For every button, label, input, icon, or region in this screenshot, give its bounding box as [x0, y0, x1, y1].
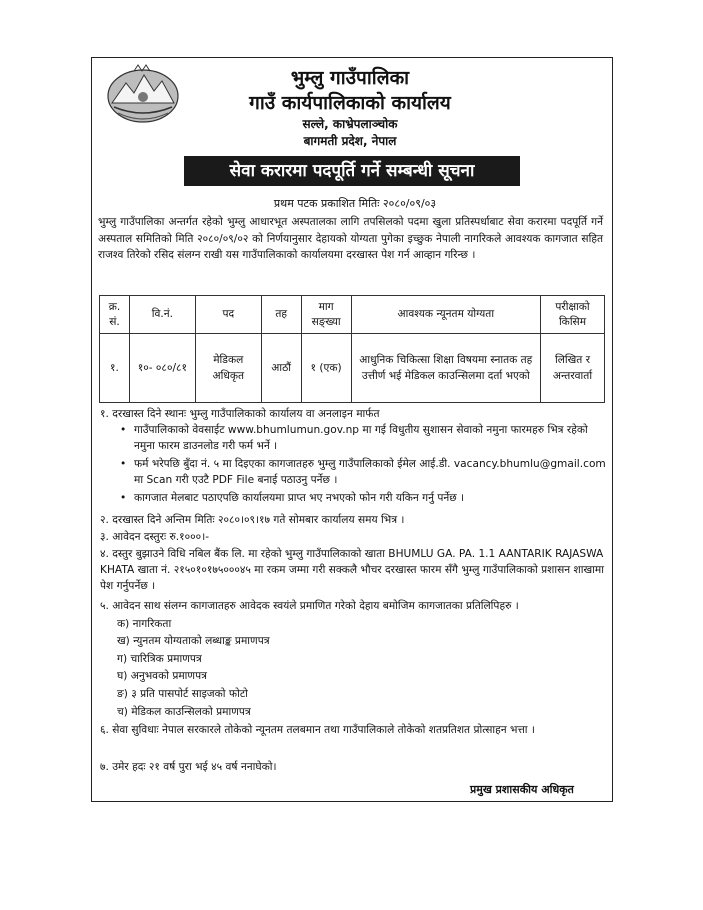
cell-exam: लिखित र अन्तरवार्ता — [541, 334, 605, 403]
intro-paragraph: भुम्लु गाउँपालिका अन्तर्गत रहेको भुम्लु आधारभूत अस्पतालका लागि तपसिलको पदमा खुला प्रतिस्पर्धाबाट सेवा करारमा पदपूर्ति गर्ने अस्पताल समितिको मिति २०८०/०९/०२ को निर्णयानुसार देहायको योग्यता पुगेका इच्छुक नेपाली नागरिकले आवश्यक कागजात सहित राजश्व तिरेको रसिद संलग्न राखी यस गाउँपालिकाको कार्यालयमा दरखास्त पेश गर्न आव्हान गरिन्छ । — [98, 216, 603, 261]
cell-level: आठौं — [261, 334, 301, 403]
document-item: क) नागरिकता — [117, 618, 172, 630]
cell-sn: १. — [100, 334, 130, 403]
vacancy-table — [99, 295, 605, 403]
col-header-post: पद — [195, 296, 261, 334]
list-item — [120, 422, 606, 454]
bullet-icon: • — [120, 458, 127, 470]
bullet-text: कागजात मेलबाट पठाएपछि कार्यालयमा प्राप्त भए नभएको फोन गरी यकिन गर्नु पर्नेछ । — [134, 492, 465, 504]
section-benefits: ६. सेवा सुविधाः नेपाल सरकारले तोकेको न्यूनतम तलबमान तथा गाउँपालिकाले तोकेको शतप्रतिशत प्रोत्साहन भत्ता । — [100, 724, 535, 736]
cell-demand: १ (एक) — [301, 334, 351, 403]
cell-post: मेडिकल अधिकृत — [195, 334, 261, 403]
table-header-row — [100, 296, 605, 334]
col-header-exam: परीक्षाको किसिम — [541, 296, 605, 334]
list-item — [120, 456, 606, 488]
col-header-level: तह — [261, 296, 301, 334]
document-item: ख) न्युनतम योग्यताको लब्धाङ्क प्रमाणपत्र — [117, 635, 270, 647]
document-item: ङ) ३ प्रति पासपोर्ट साइजको फोटो — [117, 688, 248, 700]
col-header-qualification: आवश्यक न्यूनतम योग्यता — [351, 296, 540, 334]
signatory: प्रमुख प्रशासकीय अधिकृत — [470, 783, 574, 796]
col-header-sn: क्र. सं. — [100, 296, 130, 334]
section-age-limit: ७. उमेर हदः २१ वर्ष पुरा भई ४५ वर्ष ननाघेको। — [100, 761, 277, 773]
province-name: बागमती प्रदेश, नेपाल — [303, 134, 397, 148]
document-item: च) मेडिकल काउन्सिलको प्रमाणपत्र — [117, 706, 251, 718]
col-header-ad-no: वि.नं. — [129, 296, 195, 334]
nepal-emblem-icon — [104, 63, 182, 125]
col-header-demand: माग सङ्ख्या — [301, 296, 351, 334]
list-item — [120, 490, 606, 506]
cell-ad-no: १०- ०८०/८१ — [129, 334, 195, 403]
section-deadline: २. दरखास्त दिने अन्तिम मितिः २०८०।०९।१७ गते सोमबार कार्यालय समय भित्र । — [100, 514, 405, 526]
document-item: ग) चारित्रिक प्रमाणपत्र — [117, 653, 202, 665]
section-documents: ५. आवेदन साथ संलग्न कागजातहरु आवेदक स्वयंले प्रमाणित गरेको देहाय बमोजिम कागजातका प्रतिलिपिहरु । — [100, 600, 519, 612]
section-fee: ३. आवेदन दस्तुरः रु.१०००।- — [100, 531, 210, 543]
org-name: भुम्लु गाउँपालिका — [290, 67, 410, 89]
cell-qualification: आधुनिक चिकित्सा शिक्षा विषयमा स्नातक तह उत्तीर्ण भई मेडिकल काउन्सिलमा दर्ता भएको — [351, 334, 540, 403]
table-row — [100, 334, 605, 403]
office-location: सल्ले, काभ्रेपलाञ्चोक — [302, 117, 398, 131]
document-item: घ) अनुभवको प्रमाणपत्र — [117, 670, 207, 682]
office-name: गाउँ कार्यपालिकाको कार्यालय — [249, 92, 451, 114]
section-application-place: १. दरखास्त दिने स्थानः भुम्लु गाउँपालिकाको कार्यालय वा अनलाइन मार्फत — [100, 408, 380, 420]
bullet-icon: • — [120, 424, 127, 436]
bullet-text: फर्म भरेपछि बुँदा नं. ५ मा दिइएका कागजातहरु भुम्लु गाउँपालिकाको ईमेल आई.डी. vacancy.bhumlu@gmail.com मा Scan गरी एउटै PDF File बनाई पठाउनु पर्नेछ । — [134, 458, 606, 486]
bullet-icon: • — [120, 492, 127, 504]
section-payment-method: ४. दस्तुर बुझाउने विधि नबिल बैंक लि. मा रहेको भुम्लु गाउँपालिकाको खाता BHUMLU GA. PA. 1.1 AANTARIK RAJASWA KHATA खाता नं. २१५०१०१७५०००४५ मा रकम जम्मा गरी सक्कलै भौचर दरखास्त फारम सँगै भुम्लु गाउँपालिकाको प्रशासन शाखामा पेश गर्नुपर्नेछ । — [100, 548, 604, 592]
bullet-text: गाउँपालिकाको वेवसाईट www.bhumlumun.gov.np मा गई विधुतीय सुशासन सेवाको नमुना फारमहरु भित्र रहेको नमुना फारम डाउनलोड गरी फर्म भर्ने । — [134, 424, 588, 452]
published-date: प्रथम पटक प्रकाशित मितिः २०८०/०९/०३ — [273, 197, 437, 210]
notice-title-banner: सेवा करारमा पदपूर्ति गर्ने सम्बन्धी सूचना — [184, 156, 520, 186]
